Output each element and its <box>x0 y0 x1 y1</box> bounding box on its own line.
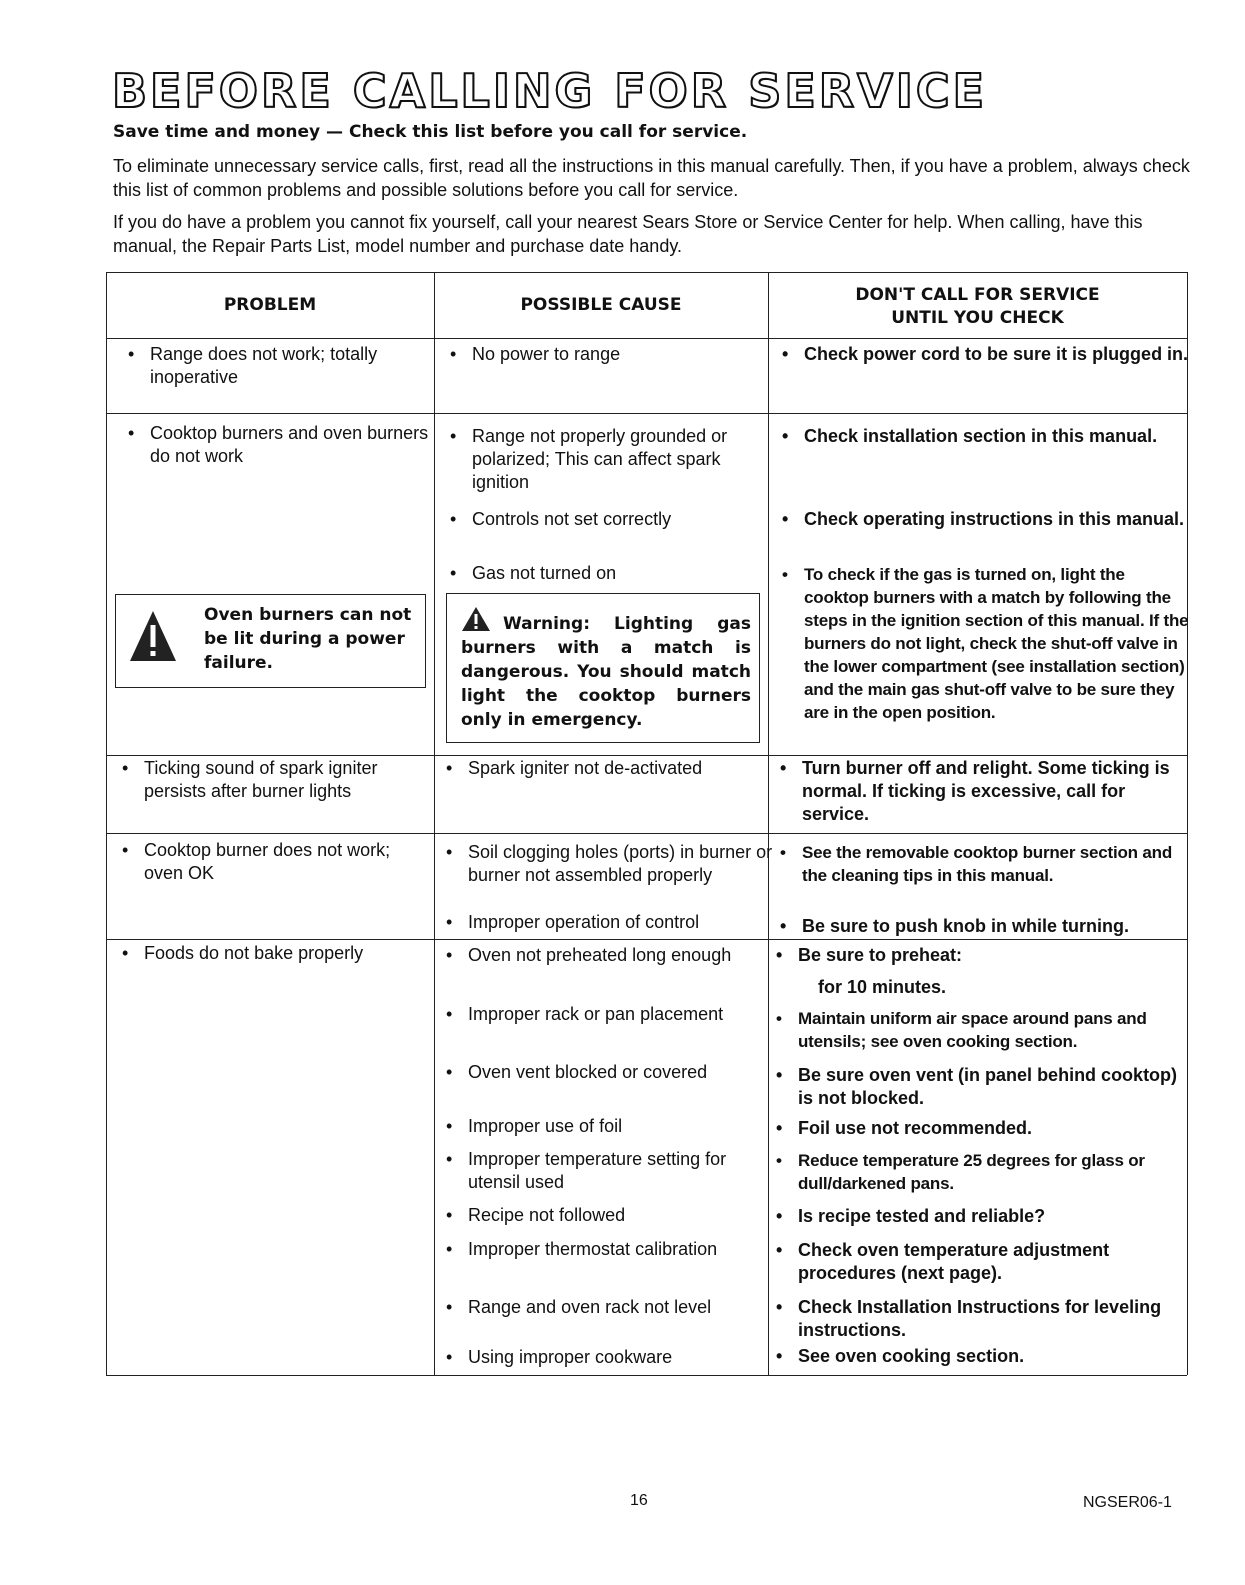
table-bottom-rule <box>106 1375 1187 1376</box>
cause-text: Oven vent blocked or covered <box>468 1062 708 1082</box>
check-item <box>776 944 1193 967</box>
problem-text: Foods do not bake properly <box>144 943 364 963</box>
bullet: • <box>446 1004 453 1024</box>
check-item <box>776 1239 1193 1285</box>
check-item <box>776 1117 1193 1140</box>
bullet: • <box>450 344 457 364</box>
cause-item <box>446 1061 738 1084</box>
column-header-cause: POSSIBLE CAUSE <box>520 295 682 315</box>
row-rule-4 <box>106 939 1187 940</box>
cause-text: Soil clogging holes (ports) in burner or burner not assembled properly <box>468 842 773 885</box>
cause-item <box>450 508 772 531</box>
bullet: • <box>446 1149 453 1169</box>
bullet: • <box>780 916 787 936</box>
page-title: BEFORE CALLING FOR SERVICE <box>112 64 988 118</box>
check-text: Is recipe tested and reliable? <box>798 1206 1046 1226</box>
bullet: • <box>128 344 135 364</box>
cause-item <box>446 1204 768 1227</box>
check-text: Be sure oven vent (in panel behind cooktop) is not blocked. <box>798 1065 1178 1108</box>
cause-text: Improper temperature setting for utensil used <box>468 1149 727 1192</box>
warning-text: Warning: Lighting gas burners with a match is dangerous. You should match light the cooktop burners only in emergency. <box>461 614 751 730</box>
bullet: • <box>776 1346 783 1366</box>
match-lighting-warning <box>446 593 760 743</box>
bullet: • <box>776 1009 782 1028</box>
check-item <box>776 1345 1193 1368</box>
cause-text: Improper use of foil <box>468 1116 623 1136</box>
check-text: Check oven temperature adjustment procedures (next page). <box>798 1240 1110 1283</box>
check-item <box>780 757 1194 826</box>
check-text: To check if the gas is turned on, light the cooktop burners with a match by following the steps in the ignition section of this manual. If the burners do not light, check the shut-off valve in the lower compartment (see installation section) and the main gas shut-off valve to be sure they are in the open position. <box>804 565 1189 722</box>
cause-text: Using improper cookware <box>468 1347 673 1367</box>
bullet: • <box>446 1205 453 1225</box>
bullet: • <box>446 842 453 862</box>
bullet: • <box>450 426 457 446</box>
bullet: • <box>122 840 129 860</box>
problem-cell <box>128 422 440 468</box>
warning-triangle-icon <box>128 609 178 663</box>
check-text: Foil use not recommended. <box>798 1118 1033 1138</box>
cause-item <box>446 1148 768 1194</box>
check-item <box>776 1205 1193 1228</box>
check-item <box>776 1149 1196 1195</box>
cause-text: Improper operation of control <box>468 912 700 932</box>
cause-item <box>446 1238 768 1261</box>
cause-item <box>446 911 786 934</box>
row-rule-1 <box>106 413 1187 414</box>
bullet: • <box>776 1297 783 1317</box>
cause-item <box>446 757 778 780</box>
cause-item <box>446 1296 738 1319</box>
check-item <box>776 1064 1193 1110</box>
row-rule-2 <box>106 755 1187 756</box>
check-text: Check power cord to be sure it is plugged in. <box>804 344 1189 364</box>
bullet: • <box>450 509 457 529</box>
preheat-detail: for 10 minutes. <box>818 977 947 997</box>
page-number: 16 <box>630 1492 648 1509</box>
bullet: • <box>782 426 789 446</box>
document-code: NGSER06-1 <box>1083 1494 1172 1511</box>
bullet: • <box>122 943 129 963</box>
troubleshooting-table <box>106 272 1187 1375</box>
check-item <box>776 1296 1193 1342</box>
problem-cell <box>128 343 430 389</box>
cause-text: Range and oven rack not level <box>468 1297 712 1317</box>
bullet: • <box>446 945 453 965</box>
table-left-rule <box>106 272 107 1375</box>
cause-text: No power to range <box>472 344 621 364</box>
bullet: • <box>446 1062 453 1082</box>
bullet: • <box>776 1118 783 1138</box>
problem-text: Cooktop burner does not work; oven OK <box>144 840 391 883</box>
bullet: • <box>446 1297 453 1317</box>
bullet: • <box>446 912 453 932</box>
check-text: Be sure to push knob in while turning. <box>802 916 1130 936</box>
check-text: See the removable cooktop burner section and the cleaning tips in this manual. <box>802 843 1173 885</box>
cause-item <box>446 841 773 887</box>
problem-cell <box>122 942 444 965</box>
bullet: • <box>446 1239 453 1259</box>
intro-paragraph-1: To eliminate unnecessary service calls, first, read all the instructions in this manual carefully. Then, if you have a problem, always check this list of common problems and possible solutions before you call for service. <box>113 156 1190 200</box>
intro-paragraph-2: If you do have a problem you cannot fix yourself, call your nearest Sears Store or Service Center for help. When calling, have this manual, the Repair Parts List, model number and purchase date handy. <box>113 212 1143 256</box>
problem-cell <box>122 757 434 803</box>
bullet: • <box>782 509 789 529</box>
cause-text: Oven not preheated long enough <box>468 945 732 965</box>
power-failure-note <box>115 594 426 688</box>
cause-item <box>446 1115 768 1138</box>
column-header-check-line-2: UNTIL YOU CHECK <box>891 308 1064 328</box>
check-text: Be sure to preheat: <box>798 945 963 965</box>
check-item <box>782 425 1194 448</box>
bullet: • <box>782 344 789 364</box>
bullet: • <box>122 758 129 778</box>
check-item <box>776 1007 1198 1053</box>
cause-item <box>446 1346 768 1369</box>
page-subtitle: Save time and money — Check this list before you call for service. <box>113 122 748 142</box>
problem-text: Ticking sound of spark igniter persists after burner lights <box>144 758 378 801</box>
cause-text: Controls not set correctly <box>472 509 672 529</box>
bullet: • <box>782 565 788 584</box>
check-text: See oven cooking section. <box>798 1346 1025 1366</box>
check-text: Turn burner off and relight. Some ticking is normal. If ticking is excessive, call for service. <box>802 758 1170 824</box>
cause-item <box>446 1003 768 1026</box>
row-rule-3 <box>106 833 1187 834</box>
cause-text: Spark igniter not de-activated <box>468 758 703 778</box>
cause-item <box>446 944 768 967</box>
bullet: • <box>780 843 786 862</box>
column-header-check-line-1: DON'T CALL FOR SERVICE <box>855 285 1100 305</box>
bullet: • <box>776 1151 782 1170</box>
cause-item <box>450 562 772 585</box>
table-top-rule <box>106 272 1187 273</box>
cause-text: Range not properly grounded or polarized; This can affect spark ignition <box>472 426 728 492</box>
problem-cell <box>122 839 434 885</box>
bullet: • <box>776 1206 783 1226</box>
check-item <box>782 343 1194 366</box>
header-rule <box>106 338 1187 339</box>
check-item <box>782 563 1192 724</box>
check-text: Check operating instructions in this manual. <box>804 509 1185 529</box>
check-text: Check installation section in this manual. <box>804 426 1158 446</box>
cause-item <box>450 343 772 366</box>
bullet: • <box>446 758 453 778</box>
check-text: Maintain uniform air space around pans and utensils; see oven cooking section. <box>798 1009 1147 1051</box>
note-text: Oven burners can not be lit during a power failure. <box>204 605 412 673</box>
bullet: • <box>450 563 457 583</box>
column-header-problem: PROBLEM <box>223 295 317 315</box>
bullet: • <box>776 1065 783 1085</box>
cause-item <box>450 425 772 494</box>
cause-text: Improper rack or pan placement <box>468 1004 724 1024</box>
cause-text: Improper thermostat calibration <box>468 1239 718 1259</box>
problem-text: Cooktop burners and oven burners do not work <box>150 423 429 466</box>
check-text: Check Installation Instructions for leveling instructions. <box>798 1297 1162 1340</box>
bullet: • <box>446 1347 453 1367</box>
check-item <box>780 915 1197 938</box>
bullet: • <box>128 423 135 443</box>
check-text: Reduce temperature 25 degrees for glass or dull/darkened pans. <box>798 1151 1145 1193</box>
problem-text: Range does not work; totally inoperative <box>150 344 378 387</box>
check-item <box>782 508 1194 531</box>
bullet: • <box>780 758 787 778</box>
cause-text: Gas not turned on <box>472 563 617 583</box>
check-item <box>780 841 1197 887</box>
cause-text: Recipe not followed <box>468 1205 626 1225</box>
bullet: • <box>776 945 783 965</box>
bullet: • <box>446 1116 453 1136</box>
bullet: • <box>776 1240 783 1260</box>
